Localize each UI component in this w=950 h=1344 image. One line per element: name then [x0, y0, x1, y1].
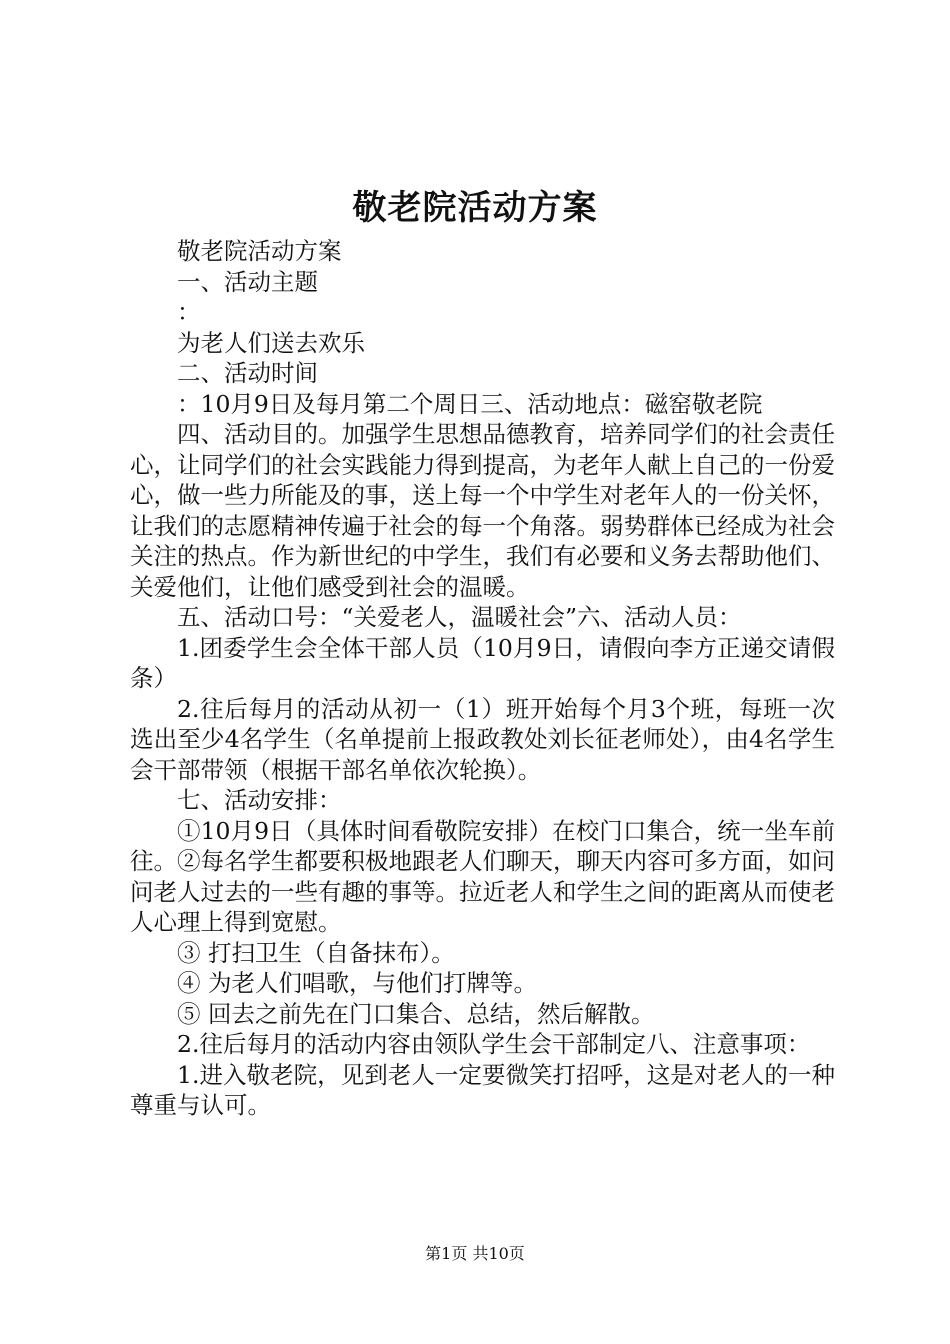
paragraph-monthly-content: 2.往后每月的活动内容由领队学生会干部制定八、注意事项：: [177, 1030, 811, 1058]
paragraph-section-7-heading: 七、活动安排：: [177, 786, 342, 814]
paragraph-time-location: ：10月9日及每月第二个周日三、活动地点：磁窑敬老院: [177, 389, 763, 418]
document-body: [130, 236, 835, 1121]
paragraph-note-1: 1.进入敬老院，见到老人一定要微笑打招呼，这是对老人的一种尊重与认可。: [130, 1060, 835, 1119]
paragraph-arrangement-4: ④ 为老人们唱歌，与他们打牌等。: [177, 969, 537, 997]
page-footer: 第1页 共10页: [425, 1244, 525, 1263]
paragraph-staff-2: 2.往后每月的活动从初一（1）班开始每个月3个班，每班一次选出至少4名学生（名单提前上报政教处刘长征老师处），由4名学生会干部带领（根据干部名单依次轮换）。: [130, 694, 835, 784]
paragraph-slogan: 五、活动口号：“关爱老人，温暖社会”六、活动人员：: [177, 603, 742, 631]
paragraph-section-2-heading: 二、活动时间: [177, 359, 318, 387]
paragraph-subtitle: 敬老院活动方案: [177, 237, 342, 265]
paragraph-staff-1: 1.团委学生会全体干部人员（10月9日，请假向李方正递交请假条）: [130, 633, 835, 692]
paragraph-arrangement-5: ⑤ 回去之前先在门口集合、总结，然后解散。: [177, 999, 655, 1028]
paragraph-theme: 为老人们送去欢乐: [177, 328, 365, 357]
paragraph-purpose: 四、活动目的。加强学生思想品德教育，培养同学们的社会责任心，让同学们的社会实践能力得到提高，为老年人献上自己的一份爱心，做一些力所能及的事，送上每一个中学生对老年人的一份关怀，让我们的志愿精神传遍于社会的每一个角落。弱势群体已经成为社会关注的热点。作为新世纪的中学生，我们有必要和义务去帮助他们、关爱他们，让他们感受到社会的温暖。: [130, 420, 835, 601]
paragraph-arrangement-1: ①10月9日（具体时间看敬院安排）在校门口集合，统一坐车前往。②每名学生都要积极地跟老人们聊天，聊天内容可多方面，如问问老人过去的一些有趣的事等。拉近老人和学生之间的距离从而使老人心理上得到宽慰。: [130, 816, 835, 936]
paragraph-arrangement-3: ③ 打扫卫生（自备抹布）。: [177, 938, 455, 967]
paragraph-colon: ：: [177, 298, 201, 326]
document-title: 敬老院活动方案: [352, 188, 598, 228]
paragraph-section-1-heading: 一、活动主题: [177, 267, 318, 296]
